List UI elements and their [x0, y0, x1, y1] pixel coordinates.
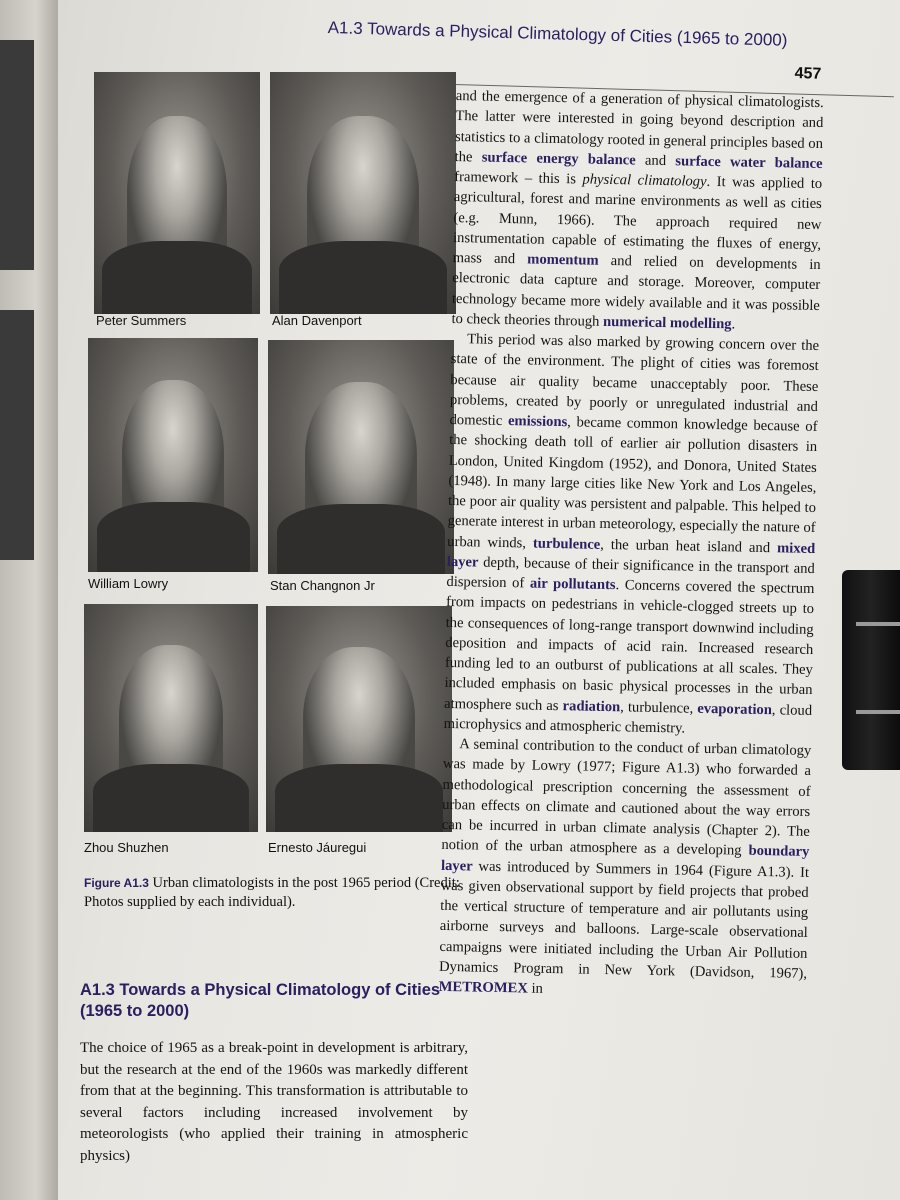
section-intro-text: The choice of 1965 as a break-point in development is arbitrary, but the research at the end of the 1960s was markedly different from that at the beginning. This transformation is attributable to several factors including increased involvement by meteorologists (who applied their training in atmospheric physics)	[80, 1040, 468, 1164]
body-text: , became common knowledge because of the shocking death toll of earlier air pollution disasters in London, United Kingdom (1952), and Donora, United States (1948). In many large cities like New York and Los Angeles, the poor air quality was persistent and palpable. This helped to generate interest in urban meteorology, especially the nature of urban winds,	[447, 414, 818, 552]
photo-caption: Ernesto Jáuregui	[268, 840, 367, 855]
book-page	[58, 0, 900, 1200]
body-text: , cloud microphysics and atmospheric chemistry.	[443, 701, 813, 737]
right-column-text	[439, 86, 824, 1004]
photo-caption: Zhou Shuzhen	[84, 840, 169, 855]
body-text: . Concerns covered the spectrum from impacts on pedestrians in vehicle-clogged streets up to the consequences of long-range transport downwind including deposition and impacts of acid rain. Increased research funding led to an outburst of publications at all scales. They included emphasis on basic physical processes in the urban atmosphere such as	[443, 577, 815, 714]
glossary-term: numerical modelling	[602, 313, 732, 333]
photo-zhou-shuzhen	[84, 604, 258, 832]
body-text: was introduced by Summers in 1964 (Figure A1.3). It was given observational support by field projects that probed the vertical structure of temperature and air pollutants using airborne surveys and balloons. Large-scale observational campaigns were initiated including the Urban Air Pollution Dynamics Program in New York (Davidson, 1967),	[438, 857, 810, 982]
paragraph	[439, 734, 812, 1004]
clip-lever	[856, 622, 900, 626]
glossary-term: METROMEX	[438, 978, 529, 997]
glossary-term: turbulence	[532, 535, 601, 553]
body-text: This period was also marked by growing concern over the state of the environment. The plight of cities was foremost because air quality became unacceptably poor. These problems, created by poorly or unregulated industrial and domestic	[449, 331, 820, 430]
body-text: in	[527, 980, 544, 997]
photo-ernesto-jauregui	[266, 606, 452, 832]
emphasis-text: physical climatology	[582, 171, 707, 190]
photo-stan-changnon	[268, 340, 454, 574]
body-text: depth, because of their significance in the transport and dispersion of	[446, 554, 815, 592]
glossary-term: surface energy balance	[481, 149, 636, 169]
body-text: . It was applied to agricultural, forest and marine environments as well as cities (e.g. Munn, 1966). The approach required new instrumentation capable of estimating the fluxes of energy, mass and	[452, 173, 823, 268]
body-text: A seminal contribution to the conduct of urban climatology was made by Lowry (1977; Figure A1.3) who forwarded a methodological prescription concerning the assessment of urban effects on climate and cautioned about the way errors can be incurred in urban climate analysis (Chapter 2). The notion of the urban atmosphere as a developing	[441, 736, 812, 860]
figure-caption	[84, 874, 464, 912]
glossary-term: evaporation	[697, 700, 773, 718]
photo-william-lowry	[88, 338, 258, 572]
glossary-term: air pollutants	[529, 575, 616, 594]
photo-caption: Peter Summers	[96, 313, 187, 328]
paragraph	[444, 329, 820, 741]
photo-alan-davenport	[270, 72, 456, 314]
figure-label: Figure A1.3	[84, 876, 149, 890]
body-text: .	[731, 316, 736, 333]
previous-page-edge	[0, 0, 60, 1200]
body-text: , the urban heat island and	[600, 536, 778, 556]
body-text: and the emergence of a generation of physical climatologists. The latter were interested in going beyond description and statistics to a climatology rooted in general principles based on the	[454, 87, 824, 166]
photo-caption: William Lowry	[88, 576, 169, 591]
previous-page-photo	[0, 40, 34, 270]
photo-caption: Stan Changnon Jr	[270, 578, 375, 593]
photo-caption: Alan Davenport	[272, 313, 362, 328]
body-text: and	[635, 152, 676, 169]
clip-lever	[856, 710, 900, 714]
glossary-term: mixed layer	[446, 539, 816, 571]
glossary-term: boundary layer	[440, 843, 810, 874]
page-number: 457	[794, 65, 822, 83]
paragraph	[451, 86, 824, 336]
body-text: , turbulence,	[620, 698, 698, 717]
section-heading: A1.3 Towards a Physical Climatology of Cities (1965 to 2000)	[80, 981, 441, 1020]
running-title: A1.3 Towards a Physical Climatology of Cities (1965 to 2000)	[327, 18, 788, 50]
figure-caption-text: Urban climatologists in the post 1965 period (Credit: Photos supplied by each individual).	[84, 875, 460, 910]
previous-page-photo	[0, 310, 34, 560]
photo-peter-summers	[94, 72, 260, 314]
glossary-term: emissions	[507, 413, 568, 431]
running-header	[327, 18, 888, 83]
body-text: framework – this is	[454, 168, 583, 188]
body-text: and relied on developments in electronic data capture and storage. Moreover, computer technology became more widely available and it was possible to check theories through	[451, 252, 821, 330]
glossary-term: radiation	[562, 697, 621, 715]
binder-clip	[842, 570, 900, 770]
glossary-term: surface water balance	[675, 152, 823, 172]
glossary-term: momentum	[527, 251, 599, 269]
